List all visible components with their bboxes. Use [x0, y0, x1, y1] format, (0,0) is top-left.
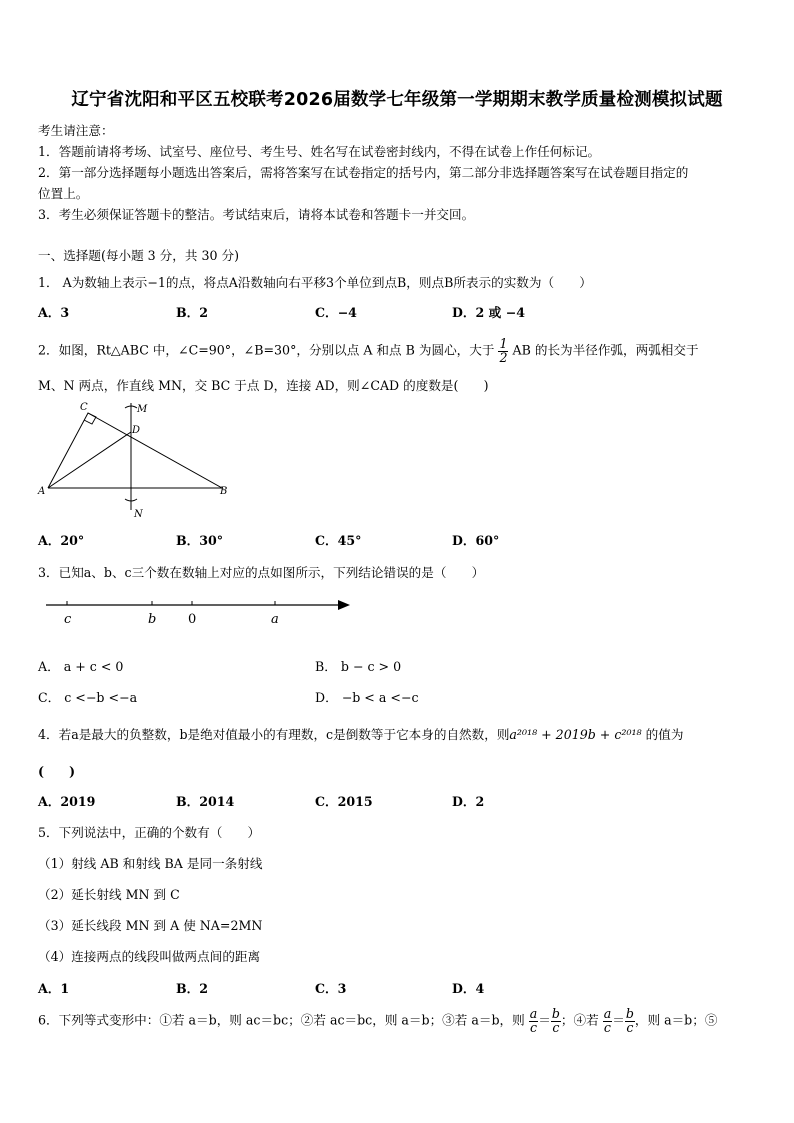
q6-fraction-2: [551, 1008, 561, 1034]
q3-number-line: [40, 594, 360, 630]
q6-fraction-3: [603, 1008, 613, 1034]
page-title: 辽宁省沈阳和平区五校联考2026届数学七年级第一学期期末教学质量检测模拟试题: [71, 90, 723, 110]
q1-option-b: B．2: [176, 305, 209, 320]
question-4-line-1: [38, 724, 683, 743]
q2-option-c: C．45°: [315, 533, 362, 548]
label-d: D: [132, 425, 141, 436]
label-m: M: [137, 404, 148, 415]
q2-text-a: 2．如图，Rt△ABC 中，∠C=90°，∠B=30°，分别以点 A 和点 B 为圆心，大于: [38, 342, 495, 358]
q6-frac4-den: c: [626, 1019, 634, 1035]
q6-frac3-num: a: [603, 1006, 612, 1021]
q2-option-d: D．60°: [452, 533, 500, 548]
q6-frac1-den: c: [529, 1019, 538, 1035]
q6-equals-1: ＝: [538, 1012, 551, 1028]
q6-frac2-num: b: [551, 1006, 560, 1021]
q5-item: （1）射线 AB 和射线 BA 是同一条射线: [38, 856, 263, 871]
q2-frac-num: 1: [499, 336, 508, 351]
q5-option-b: B．2: [176, 981, 209, 996]
question-2-line-1: [38, 338, 699, 364]
q5-option-a: A．1: [38, 981, 70, 996]
q4-option-b: B．2014: [176, 794, 235, 809]
question-3: 3．已知a、b、c三个数在数轴上对应的点如图所示，下列结论错误的是（ ）: [38, 565, 485, 580]
q4-option-a: A．2019: [38, 794, 96, 809]
question-6: [38, 1008, 717, 1034]
label-a: A: [38, 486, 46, 497]
notice-heading: 考生请注意：: [38, 123, 114, 138]
q2-text-b: AB 的长为半径作弧，两弧相交于: [512, 342, 699, 358]
q3-option-b: B． b − c > 0: [315, 659, 402, 674]
q5-option-c: C．3: [315, 981, 347, 996]
q2-fraction: [498, 338, 508, 364]
q2-frac-den: 2: [499, 349, 508, 365]
q5-option-d: D．4: [452, 981, 485, 996]
q3-option-a: A． a + c < 0: [38, 659, 124, 674]
notice-item: 2．第一部分选择题每小题选出答案后，需将答案写在试卷指定的括号内，第二部分非选择题答案写在试卷题目指定的: [38, 165, 689, 180]
section-heading: 一、选择题(每小题 3 分，共 30 分): [38, 248, 240, 263]
q6-fraction-4: [625, 1008, 635, 1034]
q2-option-a: A．20°: [38, 533, 85, 548]
axis-label-zero: 0: [188, 612, 197, 627]
q4-expression: a²⁰¹⁸ + 2019b + c²⁰¹⁸: [509, 727, 642, 742]
q6-frac3-den: c: [603, 1019, 611, 1035]
q3-option-d: D． −b < a <−c: [315, 690, 419, 705]
q5-item: （3）延长线段 MN 到 A 使 NA=2MN: [38, 918, 263, 933]
q1-option-c: C．−4: [315, 305, 357, 320]
q6-fraction-1: [529, 1008, 539, 1034]
q6-frac4-num: b: [625, 1006, 634, 1021]
q3-option-c: C． c <−b <−a: [38, 690, 138, 705]
question-5: 5．下列说法中，正确的个数有（ ）: [38, 825, 261, 840]
notice-item: 位置上。: [38, 186, 89, 201]
q4-text-b: 的值为: [645, 727, 684, 742]
question-2-line-2: M、N 两点，作直线 MN，交 BC 于点 D，连接 AD，则∠CAD 的度数是( ): [38, 378, 489, 393]
q2-triangle-figure: [30, 398, 240, 524]
axis-label-c: c: [64, 612, 72, 627]
q2-option-b: B．30°: [176, 533, 224, 548]
q1-option-d: D．2 或 −4: [452, 305, 525, 320]
q6-part-2: ；④若: [560, 1012, 599, 1028]
q6-frac1-num: a: [529, 1006, 538, 1021]
q5-item: （4）连接两点的线段叫做两点间的距离: [38, 949, 261, 964]
axis-label-b: b: [148, 612, 157, 627]
question-1: 1． A为数轴上表示−1的点，将点A沿数轴向右平移3个单位到点B，则点B所表示的实数为（ ）: [38, 275, 592, 290]
q1-option-a: A．3: [38, 305, 70, 320]
q4-answer-paren: ( ): [38, 764, 76, 779]
notice-item: 1．答题前请将考场、试室号、座位号、考生号、姓名写在试卷密封线内，不得在试卷上作任何标记。: [38, 144, 601, 159]
axis-label-a: a: [271, 612, 279, 627]
label-c: C: [80, 402, 88, 413]
q4-option-c: C．2015: [315, 794, 373, 809]
q4-text-a: 4．若a是最大的负整数，b是绝对值最小的有理数，c是倒数等于它本身的自然数，则: [38, 727, 510, 742]
label-b: B: [220, 486, 228, 497]
q4-option-d: D．2: [452, 794, 485, 809]
notice-item: 3．考生必须保证答题卡的整洁。考试结束后，请将本试卷和答题卡一并交回。: [38, 207, 475, 222]
q6-part-3: ，则 a＝b；⑤: [634, 1012, 718, 1028]
label-n: N: [134, 509, 143, 520]
q6-equals-2: ＝: [612, 1012, 625, 1028]
q6-part-1: 6．下列等式变形中：①若 a＝b，则 ac＝bc；②若 ac＝bc，则 a＝b；③若 a＝b，则: [38, 1012, 525, 1028]
q6-frac2-den: c: [552, 1019, 560, 1035]
q5-item: （2）延长射线 MN 到 C: [38, 887, 180, 902]
